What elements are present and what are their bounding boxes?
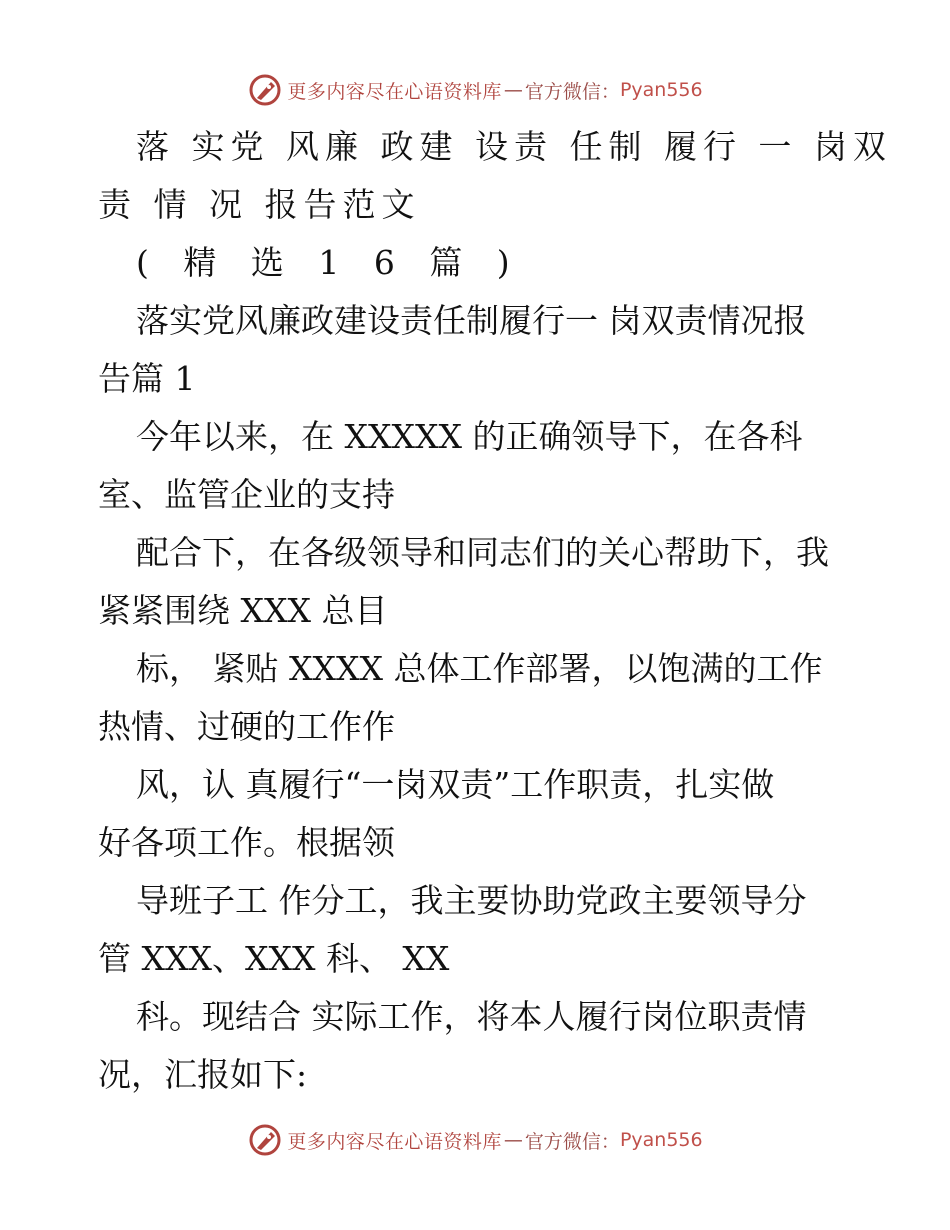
paragraph-line: 况，汇报如下: xyxy=(98,1055,308,1094)
paragraph-line: 紧紧围绕 XXX 总目 xyxy=(98,591,388,630)
paragraph xyxy=(98,524,858,640)
paragraph-line: 今年以来，在 XXXXX 的正确领导下，在各科 xyxy=(136,417,803,456)
paragraph xyxy=(98,292,858,408)
document-body xyxy=(98,118,892,1104)
pen-nib-circle-icon xyxy=(247,1122,283,1158)
paragraph-line: 室、监管企业的支持 xyxy=(98,475,395,514)
paragraph-line: 管 XXX、XXX 科、 XX xyxy=(98,939,450,978)
paragraph-line: 告篇 1 xyxy=(98,359,196,398)
watermark-text: 更多内容尽在心语资料库 xyxy=(287,1130,502,1153)
pen-nib-circle-icon xyxy=(247,72,283,108)
paragraph-line: 配合下，在各级领导和同志们的关心帮助下，我 xyxy=(136,533,829,572)
paragraph-line: 科。现结合 实际工作，将本人履行岗位职责情 xyxy=(136,997,807,1036)
paragraph xyxy=(98,988,858,1104)
paragraph-line: 落 实党 风廉 政建 设责 任制 履行 一 岗双 xyxy=(136,127,892,166)
paragraph-line: 导班子工 作分工，我主要协助党政主要领导分 xyxy=(136,881,807,920)
watermark-tail: 官方微信： xyxy=(524,80,620,103)
paragraph-line: 落实党风廉政建设责任制履行一 岗双责情况报 xyxy=(136,301,807,340)
paragraph xyxy=(98,756,858,872)
paragraph-line: 标， 紧贴 XXXX 总体工作部署，以饱满的工作 xyxy=(136,649,823,688)
paragraph xyxy=(98,640,858,756)
watermark-id: Pyan556 xyxy=(619,79,703,101)
paragraph xyxy=(98,408,858,524)
footer-watermark xyxy=(0,1122,950,1158)
paragraph-line: ( 精 选 1 6 篇 ) xyxy=(136,243,522,282)
paragraph-line: 热情、过硬的工作作 xyxy=(98,707,395,746)
paragraph xyxy=(98,872,858,988)
paragraph-line: 风，认 真履行“一岗双责”工作职责，扎实做 xyxy=(136,765,775,804)
header-watermark xyxy=(0,72,950,108)
watermark-id: Pyan556 xyxy=(619,1129,703,1151)
document-subtitle xyxy=(98,234,858,292)
watermark-dash: — xyxy=(503,79,523,101)
paragraph-line: 责 情 况 报告范文 xyxy=(98,185,421,224)
watermark-text: 更多内容尽在心语资料库 xyxy=(287,80,502,103)
document-title xyxy=(98,118,892,234)
watermark-tail: 官方微信： xyxy=(524,1130,620,1153)
watermark-dash: — xyxy=(503,1129,523,1151)
paragraph-line: 好各项工作。根据领 xyxy=(98,823,395,862)
